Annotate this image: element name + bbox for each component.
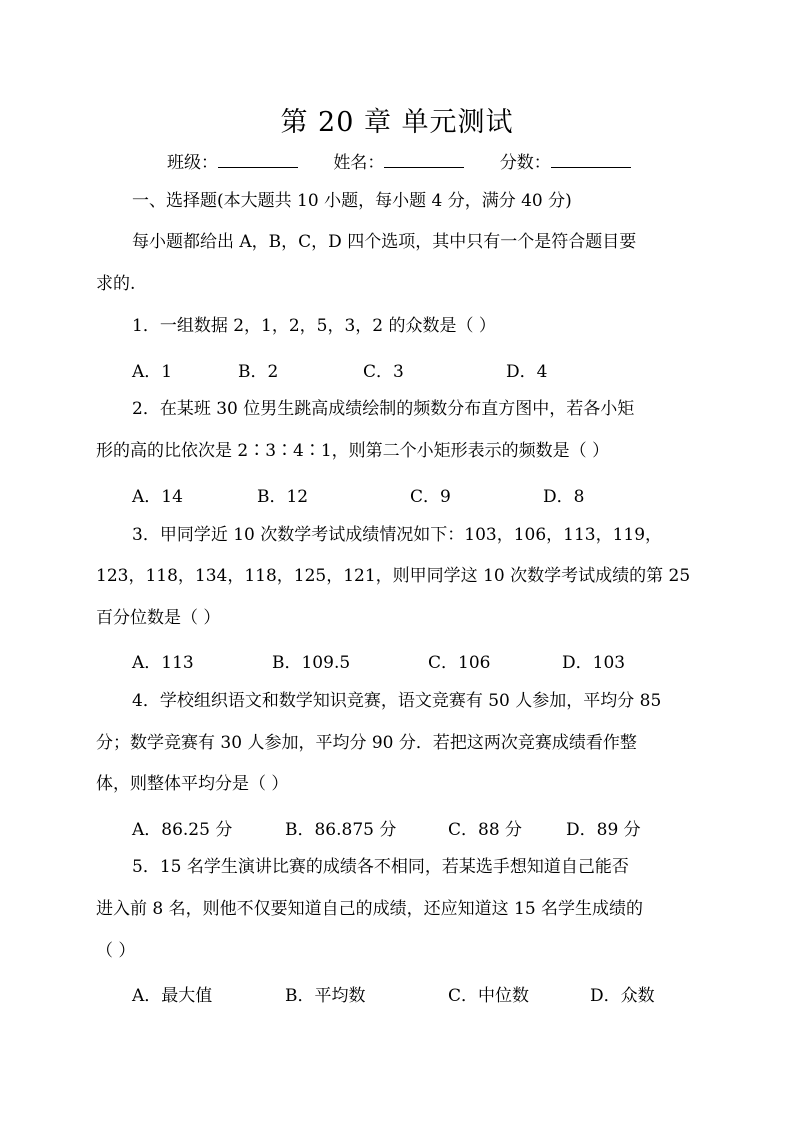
question-5-line-1: 5．15 名学生演讲比赛的成绩各不相同，若某选手想知道自己能否 [132, 857, 629, 877]
question-4-option-b: B．86.875 分 [285, 820, 397, 840]
question-2-line-2: 形的高的比依次是 2∶3∶4∶1，则第二个小矩形表示的频数是（ ） [96, 441, 610, 461]
question-5-option-c: C．中位数 [448, 986, 530, 1006]
instruction-line-1: 每小题都给出 A，B，C，D 四个选项，其中只有一个是符合题目要 [132, 232, 637, 252]
question-4-option-a: A．86.25 分 [132, 820, 233, 840]
question-5-line-3: （ ） [96, 941, 136, 961]
question-4-line-2: 分；数学竞赛有 30 人参加，平均分 90 分．若把这两次竞赛成绩看作整 [96, 733, 637, 753]
question-3-line-3: 百分位数是（ ） [96, 608, 221, 628]
question-1-option-a: A．1 [132, 362, 173, 382]
class-blank [218, 153, 298, 168]
question-3-line-1: 3．甲同学近 10 次数学考试成绩情况如下：103，106，113，119， [132, 525, 663, 545]
question-2-option-b: B．12 [257, 487, 309, 507]
question-4-option-c: C．88 分 [448, 820, 523, 840]
score-field [500, 148, 631, 173]
question-2-option-d: D．8 [543, 487, 585, 507]
question-5-option-d: D．众数 [590, 986, 655, 1006]
question-2-option-a: A．14 [132, 487, 183, 507]
score-blank [551, 153, 631, 168]
question-5-option-b: B．平均数 [285, 986, 366, 1006]
student-info-row [167, 148, 661, 173]
score-label: 分数： [499, 153, 551, 173]
question-5-line-2: 进入前 8 名，则他不仅要知道自己的成绩，还应知道这 15 名学生成绩的 [96, 899, 644, 919]
question-1-option-d: D．4 [506, 362, 548, 382]
question-4-option-d: D．89 分 [566, 820, 641, 840]
name-field [333, 148, 464, 173]
question-4-line-1: 4．学校组织语文和数学知识竞赛，语文竞赛有 50 人参加，平均分 85 [132, 691, 662, 711]
question-1-option-c: C．3 [363, 362, 404, 382]
question-3-option-a: A．113 [132, 653, 194, 673]
class-label: 班级： [167, 153, 218, 173]
question-2-option-c: C．9 [410, 487, 451, 507]
name-blank [384, 153, 464, 168]
page-title: 第 20 章 单元测试 [280, 107, 514, 138]
question-3-option-b: B．109.5 [272, 653, 351, 673]
name-label: 姓名： [333, 153, 385, 173]
section-heading: 一、选择题(本大题共 10 小题，每小题 4 分，满分 40 分) [132, 191, 572, 211]
question-4-line-3: 体，则整体平均分是（ ） [96, 774, 289, 794]
question-3-option-d: D．103 [562, 653, 626, 673]
question-3-line-2: 123，118，134，118，125，121，则甲同学这 10 次数学考试成绩的第 25 [96, 566, 691, 586]
question-1-text: 1．一组数据 2，1，2，5，3，2 的众数是（ ） [132, 316, 496, 336]
question-5-option-a: A．最大值 [132, 986, 213, 1006]
question-1-option-b: B．2 [238, 362, 279, 382]
class-field [167, 148, 298, 173]
question-2-line-1: 2．在某班 30 位男生跳高成绩绘制的频数分布直方图中，若各小矩 [132, 399, 635, 419]
instruction-line-2: 求的. [96, 274, 136, 294]
question-3-option-c: C．106 [428, 653, 491, 673]
